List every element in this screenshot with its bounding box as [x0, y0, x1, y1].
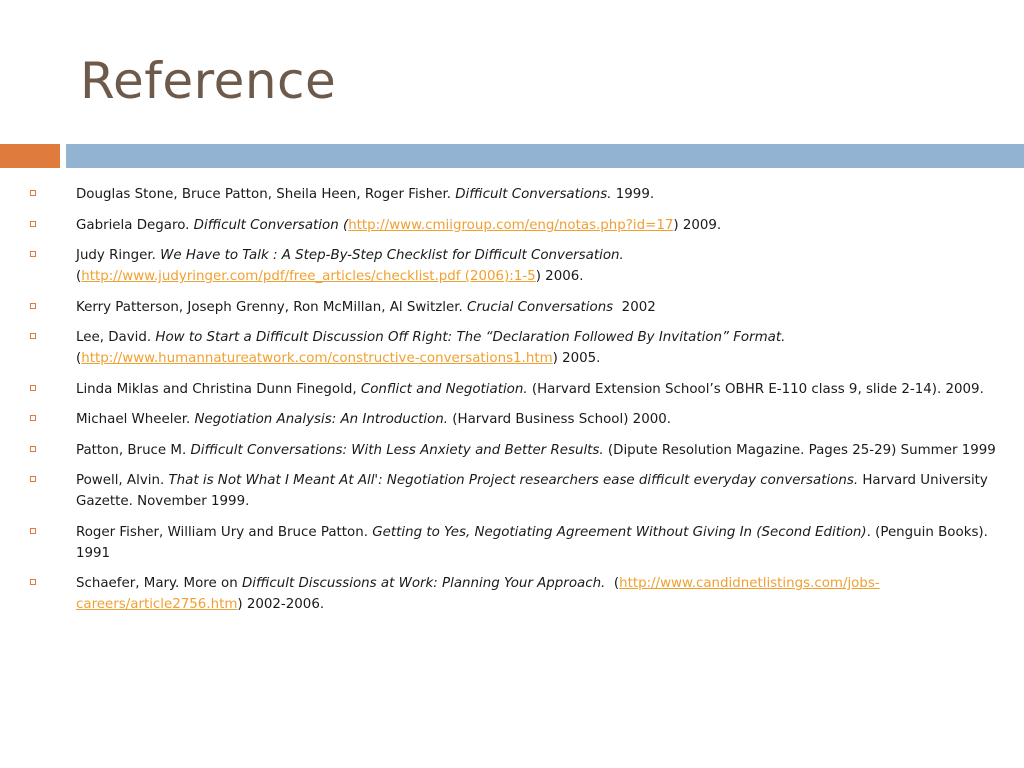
reference-list	[30, 184, 1000, 625]
slide-title: Reference	[80, 52, 337, 110]
reference-item: Linda Miklas and Christina Dunn Finegold, Conflict and Negotiation. (Harvard Extension School’s OBHR E-110 class 9, slide 2-14). 2009.	[30, 379, 1000, 400]
reference-item: Michael Wheeler. Negotiation Analysis: An Introduction. (Harvard Business School) 2000.	[30, 409, 1000, 430]
square-bullet-icon	[30, 251, 36, 257]
square-bullet-icon	[30, 333, 36, 339]
reference-item: Judy Ringer. We Have to Talk : A Step-By-Step Checklist for Difficult Conversation. (http://www.judyringer.com/pdf/free_articles/checklist.pdf (2006):1-5) 2006.	[30, 245, 1000, 287]
square-bullet-icon	[30, 190, 36, 196]
square-bullet-icon	[30, 303, 36, 309]
reference-item: Powell, Alvin. That is Not What I Meant At All': Negotiation Project researchers ease difficult everyday conversations. Harvard University Gazette. November 1999.	[30, 470, 1000, 512]
square-bullet-icon	[30, 221, 36, 227]
accent-bar-blue	[66, 144, 1024, 168]
reference-item: Lee, David. How to Start a Difficult Discussion Off Right: The “Declaration Followed By Invitation” Format. (http://www.humannatureatwork.com/constructive-conversations1.htm) 2005.	[30, 327, 1000, 369]
accent-bar-orange	[0, 144, 60, 168]
square-bullet-icon	[30, 528, 36, 534]
reference-link[interactable]: http://www.cmiigroup.com/eng/notas.php?id=17	[348, 217, 674, 233]
reference-item: Gabriela Degaro. Difficult Conversation (http://www.cmiigroup.com/eng/notas.php?id=17) 2009.	[30, 215, 1000, 236]
reference-item: Schaefer, Mary. More on Difficult Discussions at Work: Planning Your Approach. (http://www.candidnetlistings.com/jobs-careers/article2756.htm) 2002-2006.	[30, 573, 1000, 615]
square-bullet-icon	[30, 579, 36, 585]
square-bullet-icon	[30, 446, 36, 452]
square-bullet-icon	[30, 415, 36, 421]
reference-item: Kerry Patterson, Joseph Grenny, Ron McMillan, Al Switzler. Crucial Conversations 2002	[30, 297, 1000, 318]
reference-item: Roger Fisher, William Ury and Bruce Patton. Getting to Yes, Negotiating Agreement Without Giving In (Second Edition). (Penguin Books). 1991	[30, 522, 1000, 564]
square-bullet-icon	[30, 476, 36, 482]
reference-link[interactable]: http://www.humannatureatwork.com/constructive-conversations1.htm	[81, 351, 553, 366]
reference-item: Douglas Stone, Bruce Patton, Sheila Heen, Roger Fisher. Difficult Conversations. 1999.	[30, 184, 1000, 205]
square-bullet-icon	[30, 385, 36, 391]
reference-link[interactable]: http://www.judyringer.com/pdf/free_articles/checklist.pdf (2006):1-5	[81, 269, 536, 284]
reference-link[interactable]: http://www.candidnetlistings.com/jobs-careers/article2756.htm	[76, 576, 880, 612]
reference-item: Patton, Bruce M. Difficult Conversations: With Less Anxiety and Better Results. (Dipute Resolution Magazine. Pages 25-29) Summer 1999	[30, 440, 1000, 461]
